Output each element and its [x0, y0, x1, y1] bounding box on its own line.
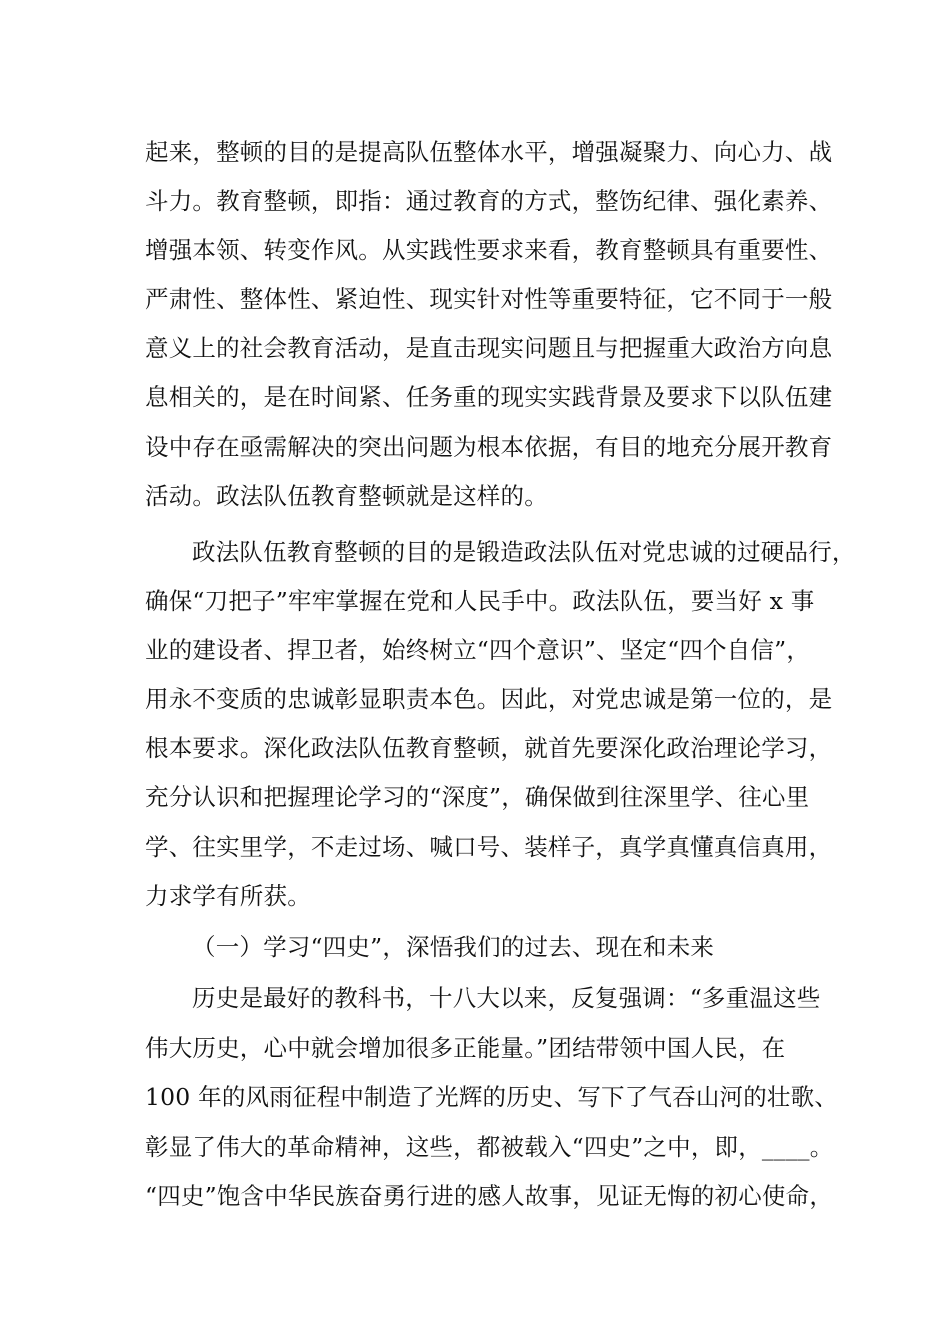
section-heading: （一）学习“四史”，深悟我们的过去、现在和未来	[192, 933, 715, 961]
text-line-1: 起来，整顿的目的是提高队伍整体水平，增强凝聚力、向心力、战	[145, 138, 833, 166]
text-line-7: 设中存在亟需解决的突出问题为根本依据，有目的地充分展开教育	[145, 433, 833, 461]
text-line-13: 根本要求。深化政法队伍教育整顿，就首先要深化政治理论学习，	[145, 734, 833, 762]
text-line-20: 100 年的风雨征程中制造了光辉的历史、写下了气吞山河的壮歌、	[145, 1083, 839, 1111]
text-line-21: 彰显了伟大的革命精神，这些，都被载入“四史”之中，即，____。	[145, 1133, 834, 1161]
text-line-19: 伟大历史，心中就会增加很多正能量。”团结带领中国人民，在	[145, 1034, 786, 1062]
text-line-16: 力求学有所获。	[145, 882, 311, 910]
text-line-14: 充分认识和把握理论学习的“深度”，确保做到往深里学、往心里	[145, 783, 810, 811]
text-line-12: 用永不变质的忠诚彰显职责本色。因此，对党忠诚是第一位的，是	[145, 685, 833, 713]
text-line-8: 活动。政法队伍教育整顿就是这样的。	[145, 482, 548, 510]
paragraph-start-line: 历史是最好的教科书，十八大以来，反复强调：“多重温这些	[192, 984, 821, 1012]
text-line-3: 增强本领、转变作风。从实践性要求来看，教育整顿具有重要性、	[145, 236, 833, 264]
paragraph-start-line: 政法队伍教育整顿的目的是锻造政法队伍对党忠诚的过硬品行，	[192, 538, 856, 566]
text-line-6: 息相关的，是在时间紧、任务重的现实实践背景及要求下以队伍建	[145, 383, 833, 411]
text-line-22: “四史”饱含中华民族奋勇行进的感人故事，见证无悔的初心使命，	[145, 1182, 834, 1210]
text-line-4: 严肃性、整体性、紧迫性、现实针对性等重要特征，它不同于一般	[145, 285, 833, 313]
text-line-10: 确保“刀把子”牢牢掌握在党和人民手中。政法队伍，要当好 x 事	[145, 587, 815, 615]
text-line-5: 意义上的社会教育活动，是直击现实问题且与把握重大政治方向息	[145, 334, 833, 362]
text-line-15: 学、往实里学，不走过场、喊口号、装样子，真学真懂真信真用，	[145, 833, 833, 861]
text-line-2: 斗力。教育整顿，即指：通过教育的方式，整饬纪律、强化素养、	[145, 187, 833, 215]
text-line-11: 业的建设者、捍卫者，始终树立“四个意识”、坚定“四个自信”，	[145, 636, 811, 664]
